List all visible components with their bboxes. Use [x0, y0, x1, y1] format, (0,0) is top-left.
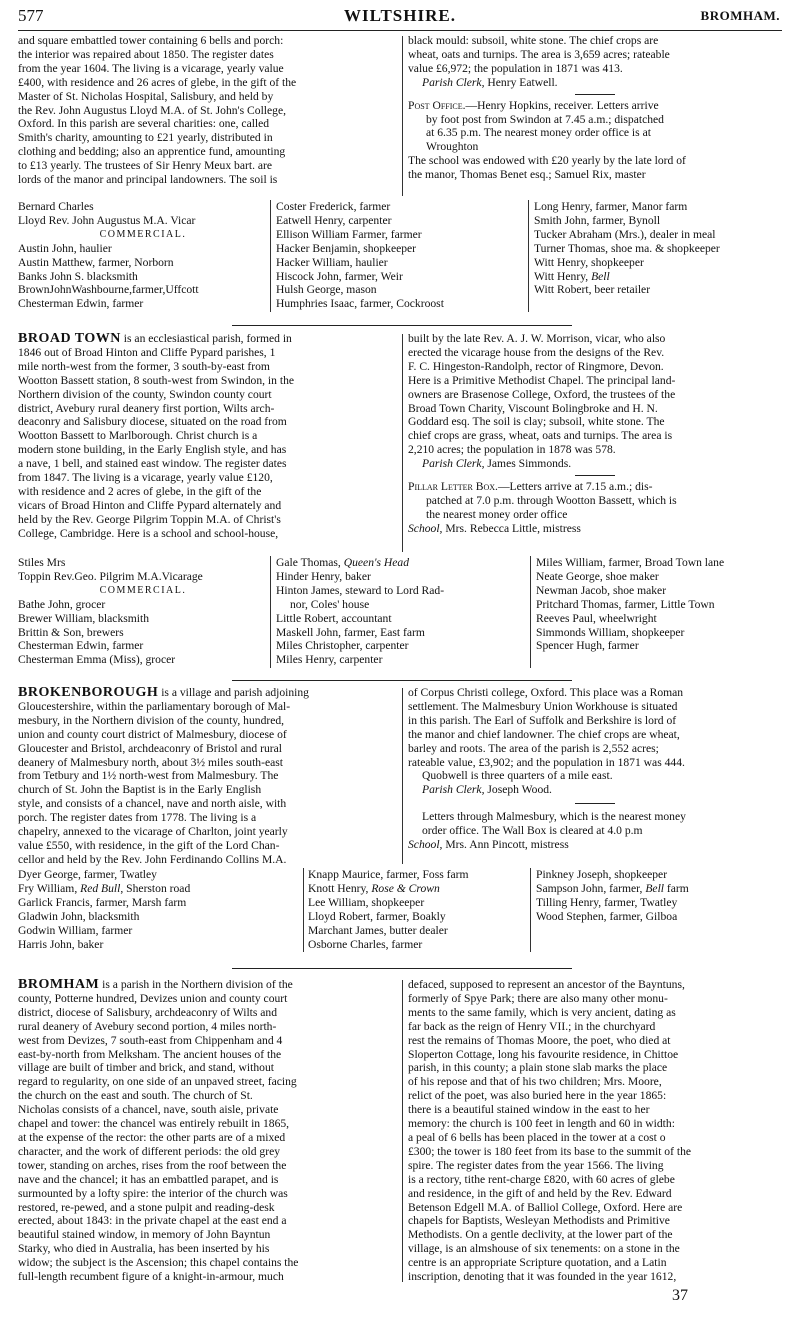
- text-line: Hiscock John, farmer, Weir: [276, 269, 403, 283]
- text-line: and residence, in the gift of and held by the Rev. Edward: [408, 1186, 672, 1200]
- text-line: and square embattled tower containing 6 bells and porch:: [18, 34, 284, 47]
- post-office-heading: Post Office.: [408, 98, 466, 112]
- brokenborough-left-column: BROKENBOROUGH is a village and parish adjoining Gloucestershire, within the parliamentary borough of Mal- mesbury, in the Northern division of the county, hundred, union and county court district of Malmesbury, diocese of Gloucester and Bristol, archdeaconry of Bristol and rural deanery of Malmesbury north, about 3½ miles south-east from Tetbury and 1½ north-west from Malmesbury. The church of St. John the Baptist is in the Early English style, and consists of a chancel, nave and north aisle, with porch. The register dates from 1778. The living is a chapelry, annexed to the vicarage of Charlton, joint yearly value £550, with residence, in the gift of the Lord Chan- cellor and held by the Rev. John Ferdinando Collins M.A.: [18, 686, 396, 867]
- text-line: the interior was repaired about 1850. The register dates: [18, 47, 274, 61]
- text-line: Toppin Rev.Geo. Pilgrim M.A.Vicarage: [18, 569, 203, 583]
- column-divider: [402, 688, 403, 864]
- text-line: settlement. The Malmesbury Union Workhouse is situated: [408, 699, 678, 713]
- text-line: mesbury, in the Northern division of the county, hundred,: [18, 713, 285, 727]
- text-line: Dyer George, farmer, Twatley: [18, 868, 157, 881]
- text-line: district, Avebury rural deanery first portion, Wilts arch-: [18, 401, 275, 415]
- text-line: church of St. John the Baptist is in the Early English: [18, 783, 262, 797]
- text-line: Newman Jacob, shoe maker: [536, 583, 667, 597]
- short-rule: [575, 803, 615, 804]
- text-line: erected the vicarage house from the designs of the Rev.: [408, 345, 665, 359]
- bremhill-right-column: [408, 34, 782, 182]
- text-line: there is a beautiful stained window in the east to her: [408, 1103, 650, 1117]
- text-line: Little Robert, accountant: [276, 611, 392, 625]
- text-line: Gale Thomas, Queen's Head: [276, 556, 409, 569]
- parish-clerk-line: Parish Clerk, Henry Eatwell.: [422, 75, 558, 89]
- text-line: chapel and tower: the chancel was entirely rebuilt in 1865,: [18, 1117, 290, 1131]
- directory-divider: [530, 556, 531, 668]
- text-line: the Rev. John Augustus Lloyd M.A. of St. John's College,: [18, 103, 286, 117]
- text-line: Northern division of the county, Swindon county court: [18, 387, 272, 401]
- text-line: deaconry and Salisbury diocese, situated on the road from: [18, 415, 287, 429]
- broad-town-directory-col2: [276, 556, 526, 667]
- county-title: WILTSHIRE.: [344, 6, 456, 25]
- section-rule: [232, 968, 572, 969]
- header-rule: [18, 30, 782, 31]
- text-line: College, Cambridge. Here is a school and school-house,: [18, 526, 279, 540]
- text-line: county, Potterne hundred, Devizes union and county court: [18, 991, 288, 1005]
- text-line: £400, with residence and 26 acres of glebe, in the gift of the: [18, 75, 297, 89]
- text-line: Sampson John, farmer, Bell farm: [536, 881, 689, 895]
- broad-town-right-column: built by the late Rev. A. J. W. Morrison, vicar, who also erected the vicarage house from the designs of the Rev. F. C. Hingeston-Randolph, rector of Ringmore, Devon. Here is a Primitive Methodist Chapel. The principal land- owners are Brasenose College, Oxford, the trustees of the Broad Town Charity, Viscount Bolingbroke and H. N. Goddard esq. The soil is clay; subsoil, white stone. The chief crops are grass, wheat, oats and turnips. The area is 2,210 acres; the population in 1878 was 578. Parish Clerk, James Simmonds. Pillar Letter Box.—Letters arrive at 7.15 a.m.; dis- patched at 7.0 p.m. through Wootton Bassett, which is the nearest money order office School, Mrs. Rebecca Little, mistress: [408, 332, 782, 536]
- text-line: Master of St. Nicholas Hospital, Salisbury, and held by: [18, 89, 274, 103]
- text-line: Hulsh George, mason: [276, 283, 377, 297]
- text-line: in this parish. The Earl of Suffolk and Berkshire is lord of: [408, 713, 677, 727]
- text-line: Knapp Maurice, farmer, Foss farm: [308, 868, 469, 881]
- text-line: vicars of Broad Hinton and Cliffe Pypard alternately and: [18, 498, 282, 512]
- text-line: Oxford. In this parish are several charities: one, called: [18, 117, 270, 131]
- text-line: Ellison William Farmer, farmer: [276, 227, 422, 241]
- text-line: Austin John, haulier: [18, 241, 112, 255]
- text-line: Bathe John, grocer: [18, 597, 106, 611]
- text-line: Hacker Benjamin, shopkeeper: [276, 241, 417, 255]
- text-line: COMMERCIAL.: [99, 584, 187, 596]
- text-line: the nearest money order office: [426, 507, 568, 521]
- text-line: character, and the work of different periods: the old grey: [18, 1144, 281, 1158]
- text-line: Spencer Hugh, farmer: [536, 639, 639, 653]
- text-line: of Corpus Christi college, Oxford. This place was a Roman: [408, 686, 684, 699]
- text-line: Miles William, farmer, Broad Town lane: [536, 556, 725, 569]
- text-line: from Tetbury and 1½ north-west from Malmesbury. The: [18, 769, 279, 783]
- brokenborough-directory-col3: [536, 868, 784, 924]
- text-line: deanery of Malmesbury north, about 3½ miles south-east: [18, 755, 283, 769]
- text-line: nor, Coles' house: [290, 597, 370, 611]
- column-divider: [402, 36, 403, 196]
- text-line: Hacker William, haulier: [276, 255, 388, 269]
- text-line: Banks John S. blacksmith: [18, 269, 138, 283]
- text-line: district, diocese of Salisbury, archdeaconry of Wilts and: [18, 1005, 278, 1019]
- broad-town-directory-col3: [536, 556, 784, 653]
- directory-divider: [270, 556, 271, 668]
- text-line: Chesterman Edwin, farmer: [18, 639, 144, 653]
- text-line: Letters through Malmesbury, which is the nearest money: [422, 810, 686, 824]
- text-line: spire. The register dates from the year 1566. The living: [408, 1158, 664, 1172]
- directory-divider: [530, 868, 531, 952]
- brokenborough-directory-col1: [18, 868, 268, 951]
- text-line: to £13 yearly. The trustees of Sir Henry Meux bart. are: [18, 159, 273, 173]
- text-line: Broad Town Charity, Viscount Bolingbroke and H. N.: [408, 401, 658, 415]
- text-line: order office. The Wall Box is cleared at 4.0 p.m: [422, 824, 643, 838]
- pillar-box-heading: Pillar Letter Box.: [408, 480, 498, 494]
- text-line: Turner Thomas, shoe ma. & shopkeeper: [534, 241, 720, 255]
- text-line: Coster Frederick, farmer: [276, 200, 391, 213]
- section-rule: [232, 680, 572, 681]
- text-line: with residence and 2 acres of glebe, in the gift of the: [18, 484, 262, 498]
- text-line: Pritchard Thomas, farmer, Little Town: [536, 597, 715, 611]
- bremhill-directory-col3: [534, 200, 784, 297]
- text-line: held by the Rev. George Pilgrim Toppin M.A. of Christ's: [18, 512, 281, 526]
- text-line: the church on the east and south. The church of St.: [18, 1089, 253, 1103]
- text-line: owners are Brasenose College, Oxford, the trustees of the: [408, 387, 676, 401]
- text-line: defaced, supposed to represent an ancestor of the Bayntuns,: [408, 978, 685, 991]
- text-line: chief crops are grass, wheat, oats and turnips. The area is: [408, 429, 673, 443]
- page-number: 577: [18, 6, 44, 25]
- bremhill-left-column: [18, 34, 396, 187]
- bremhill-directory-col2: [276, 200, 526, 311]
- section-rule: [232, 325, 572, 326]
- text-line: £300; the tower is 180 feet from its base to the summit of the: [408, 1144, 692, 1158]
- text-line: beautiful stained window, in memory of John Bayntun: [18, 1228, 271, 1242]
- text-line: centre is an appropriate Scripture quotation, and a Latin: [408, 1256, 667, 1270]
- text-line: 1846 out of Broad Hinton and Cliffe Pypard parishes, 1: [18, 345, 276, 359]
- text-line: Sloperton Cottage, long his favourite residence, in Chittoe: [408, 1047, 679, 1061]
- text-line: the manor, Thomas Benet esq.; Samuel Rix, master: [408, 168, 646, 182]
- text-line: west from Devizes, 7 south-east from Chippenham and 4: [18, 1033, 283, 1047]
- text-line: F. C. Hingeston-Randolph, rector of Ringmore, Devon.: [408, 359, 664, 373]
- text-line: wheat, oats and turnips. The area is 3,659 acres; rateable: [408, 47, 670, 61]
- text-line: Brewer William, blacksmith: [18, 611, 150, 625]
- text-line: a nave, 1 bell, and stained east window. The register dates: [18, 457, 287, 471]
- text-line: Wootton Bassett station, 8 south-west from Swindon, in the: [18, 373, 295, 387]
- text-line: modern stone building, in the Early English style, and has: [18, 443, 287, 457]
- text-line: inscription, denoting that it was founded in the year 1612,: [408, 1270, 677, 1284]
- text-line: Long Henry, farmer, Manor farm: [534, 200, 688, 213]
- text-line: value £6,972; the population in 1871 was 413.: [408, 61, 623, 75]
- broad-town-left-column: BROAD TOWN is an ecclesiastical parish, formed in 1846 out of Broad Hinton and Cliffe Pypard parishes, 1 mile north-west from the former, 3 south-by-east from Wootton Bassett station, 8 south-west from Swindon, in the Northern division of the county, Swindon county court district, Avebury rural deanery first portion, Wilts arch- deaconry and Salisbury diocese, situated on the road from Wootton Bassett to Marlborough. Christ church is a modern stone building, in the Early English style, and has a nave, 1 bell, and stained east window. The register dates from 1847. The living is a vicarage, yearly value £120, with residence and 2 acres of glebe, in the gift of the vicars of Broad Hinton and Cliffe Pypard alternately and held by the Rev. George Pilgrim Toppin M.A. of Christ's College, Cambridge. Here is a school and school-house,: [18, 332, 396, 541]
- bromham-left-column: BROMHAM is a parish in the Northern division of the county, Potterne hundred, Devizes union and county court district, diocese of Salisbury, archdeaconry of Wilts and rural deanery of Avebury second portion, 4 miles north- west from Devizes, 7 south-east from Chippenham and 4 east-by-north from Melksham. The ancient houses of the village are built of timber and brick, and stand, without regard to regularity, on one side of an unpaved street, facing the church on the east and south. The church of St. Nicholas consists of a chancel, nave, south aisle, private chapel and tower: the chancel was entirely rebuilt in 1865, at the expense of the rector: the other parts are of a mixed character, and the work of different periods: the old grey tower, standing on arches, rises from the roof between the nave and the chancel; it has an embattled parapet, and is surmounted by a lofty spire: the interior of the church was restored, re-pewed, and a stone pulpit and reading-desk erected, about 1843: in the private chapel at the east end a beautiful stained window, in memory of John Bayntun Starky, who died in Australia, has been inserted by his widow; the subject is the Ascension; this chapel contains the full-length recumbent figure of a knight-in-armour, much: [18, 978, 396, 1284]
- text-line: restored, re-pewed, and a stone pulpit and reading-desk: [18, 1200, 275, 1214]
- text-line: memory: the church is 100 feet in length and 60 in width:: [408, 1117, 675, 1131]
- text-line: Miles Henry, carpenter: [276, 653, 383, 667]
- text-line: Witt Robert, beer retailer: [534, 283, 651, 297]
- text-line: Simmonds William, shopkeeper: [536, 625, 685, 639]
- text-line: parish, in this county; a plain stone slab marks the place: [408, 1061, 668, 1075]
- text-line: Smith John, farmer, Bynoll: [534, 213, 661, 227]
- text-line: from the year 1604. The living is a vicarage, yearly value: [18, 61, 284, 75]
- text-line: Witt Henry, Bell: [534, 269, 610, 283]
- text-line: Lloyd Robert, farmer, Boakly: [308, 909, 446, 923]
- school-text: [408, 154, 782, 182]
- text-line: regard to regularity, on one side of an unpaved street, facing: [18, 1075, 297, 1089]
- text-line: rateable value, £3,902; and the population in 1871 was 444.: [408, 755, 685, 769]
- text-line: 2,210 acres; the population in 1878 was 578.: [408, 443, 616, 457]
- text-line: at 6.35 p.m. The nearest money order office is at: [426, 126, 651, 140]
- text-line: value £550, with residence, in the gift of the Lord Chan-: [18, 838, 280, 852]
- text-line: Chesterman Edwin, farmer: [18, 297, 144, 311]
- bromham-heading: BROMHAM: [18, 977, 100, 992]
- quobwell-note: Quobwell is three quarters of a mile east.: [422, 769, 613, 783]
- column-divider: [402, 980, 403, 1282]
- text-line: Harris John, baker: [18, 937, 104, 951]
- signature-mark: 37: [672, 1287, 688, 1304]
- text-line: Miles Christopher, carpenter: [276, 639, 409, 653]
- text-line: Betenson Edgell M.A. of Balliol College, Oxford. Here are: [408, 1200, 683, 1214]
- text-line: village, is an almshouse of six tenements: on a stone in the: [408, 1242, 680, 1256]
- text-line: Reeves Paul, wheelwright: [536, 611, 657, 625]
- text-line: Witt Henry, shopkeeper: [534, 255, 644, 269]
- column-divider: [402, 334, 403, 552]
- bromham-right-column: [408, 978, 782, 1284]
- text-line: Chesterman Emma (Miss), grocer: [18, 653, 176, 667]
- text-line: mile north-west from the former, 3 south-by-east from: [18, 359, 270, 373]
- text-line: Gloucestershire, within the parliamentary borough of Mal-: [18, 699, 291, 713]
- text-line: patched at 7.0 p.m. through Wootton Bassett, which is: [426, 493, 677, 507]
- place-heading: BROMHAM.: [700, 8, 780, 23]
- text-line: porch. The register dates from 1778. The living is a: [18, 811, 257, 825]
- text-line: chapels for Baptists, Wesleyan Methodists and Primitive: [408, 1214, 670, 1228]
- text-line: Godwin William, farmer: [18, 923, 133, 937]
- bremhill-right-text: [408, 34, 782, 76]
- text-line: full-length recumbent figure of a knight-in-armour, much: [18, 1270, 284, 1284]
- text-line: Tilling Henry, farmer, Twatley: [536, 895, 678, 909]
- brokenborough-right-column: of Corpus Christi college, Oxford. This place was a Roman settlement. The Malmesbury Union Workhouse is situated in this parish. The Earl of Suffolk and Berkshire is lord of the manor and chief landowner. The chief crops are wheat, barley and roots. The area of the parish is 2,552 acres; rateable value, £3,902; and the population in 1871 was 444. Quobwell is three quarters of a mile east. Parish Clerk, Joseph Wood. Letters through Malmesbury, which is the nearest money order office. The Wall Box is cleared at 4.0 p.m School, Mrs. Ann Pincott, mistress: [408, 686, 782, 852]
- text-line: built by the late Rev. A. J. W. Morrison, vicar, who also: [408, 332, 666, 345]
- text-line: Wroughton: [426, 140, 479, 154]
- text-line: formerly of Spye Park; there are also many other monu-: [408, 991, 668, 1005]
- short-rule: [575, 475, 615, 476]
- text-line: Neate George, shoe maker: [536, 569, 659, 583]
- letters-text: [408, 810, 782, 838]
- text-line: rest the remains of Thomas Moore, the poet, who died at: [408, 1033, 671, 1047]
- broad-town-heading: BROAD TOWN: [18, 331, 121, 346]
- text-line: Stiles Mrs: [18, 556, 66, 569]
- text-line: Gloucester and Bristol, archdeaconry of Bristol and rural: [18, 741, 282, 755]
- text-line: ments to the same family, which is very ancient, dating as: [408, 1005, 676, 1019]
- text-line: east-by-north from Melksham. The ancient houses of the: [18, 1047, 282, 1061]
- text-line: Wootton Bassett to Marlborough. Christ church is a: [18, 429, 258, 443]
- text-line: Here is a Primitive Methodist Chapel. The principal land-: [408, 373, 676, 387]
- text-line: Brittin & Son, brewers: [18, 625, 124, 639]
- text-line: Bernard Charles: [18, 200, 94, 213]
- text-line: surmounted by a lofty spire: the interior of the church was: [18, 1186, 288, 1200]
- text-line: cellor and held by the Rev. John Ferdinando Collins M.A.: [18, 852, 287, 866]
- directory-divider: [528, 200, 529, 312]
- text-line: COMMERCIAL.: [99, 228, 187, 240]
- text-line: clothing and bedding; also an apprentice fund, amounting: [18, 145, 286, 159]
- text-line: The school was endowed with £20 yearly by the late lord of: [408, 154, 686, 168]
- text-line: tower, standing on arches, rises from the roof between the: [18, 1158, 287, 1172]
- text-line: barley and roots. The area of the parish is 2,552 acres;: [408, 741, 659, 755]
- text-line: erected, about 1843: in the private chapel at the east end a: [18, 1214, 287, 1228]
- short-rule: [575, 94, 615, 95]
- text-line: Hinton James, steward to Lord Rad-: [276, 583, 445, 597]
- directory-divider: [303, 868, 304, 952]
- text-line: nave and the chancel; it has an embattled parapet, and is: [18, 1172, 279, 1186]
- text-line: Austin Matthew, farmer, Norborn: [18, 255, 174, 269]
- text-line: by foot post from Swindon at 7.45 a.m.; dispatched: [426, 112, 664, 126]
- text-line: Fry William, Red Bull, Sherston road: [18, 881, 191, 895]
- text-line: Pinkney Joseph, shopkeeper: [536, 868, 668, 881]
- parish-clerk-line: Parish Clerk, James Simmonds.: [422, 457, 572, 471]
- bremhill-directory-col1: [18, 200, 268, 311]
- text-line: Lloyd Rev. John Augustus M.A. Vicar: [18, 213, 196, 227]
- text-line: widow; the subject is the Ascension; this chapel contains the: [18, 1256, 299, 1270]
- text-line: Eatwell Henry, carpenter: [276, 213, 392, 227]
- text-line: Nicholas consists of a chancel, nave, south aisle, private: [18, 1103, 279, 1117]
- text-line: style, and consists of a chancel, nave and north aisle, with: [18, 797, 287, 811]
- text-line: union and county court district of Malmesbury, diocese of: [18, 727, 287, 741]
- text-line: BrownJohnWashbourne,farmer,Uffcott: [18, 283, 199, 297]
- text-line: the manor and chief landowner. The chief crops are wheat,: [408, 727, 680, 741]
- brokenborough-directory-col2: [308, 868, 530, 951]
- text-line: of his repose and that of his two children; Mrs. Moore,: [408, 1075, 662, 1089]
- text-line: Garlick Francis, farmer, Marsh farm: [18, 895, 187, 909]
- text-line: Maskell John, farmer, East farm: [276, 625, 425, 639]
- text-line: rural deanery of Avebury second portion, 4 miles north-: [18, 1019, 277, 1033]
- text-line: Goddard esq. The soil is clay; subsoil, white stone. The: [408, 415, 665, 429]
- bremhill-left-text: [18, 34, 396, 187]
- text-line: Knott Henry, Rose & Crown: [308, 881, 440, 895]
- text-line: Starky, who died in Australia, has been inserted by his: [18, 1242, 270, 1256]
- text-line: Gladwin John, blacksmith: [18, 909, 140, 923]
- text-line: village are built of timber and brick, and stand, without: [18, 1061, 274, 1075]
- text-line: Hinder Henry, baker: [276, 569, 371, 583]
- text-line: lords of the manor and principal landowners. The soil is: [18, 173, 278, 187]
- post-office-block: [408, 99, 782, 155]
- text-line: chapelry, annexed to the vicarage of Charlton, joint yearly: [18, 825, 288, 839]
- text-line: —Letters arrive at 7.15 a.m.; dis-: [497, 480, 653, 494]
- text-line: is a rectory, tithe rent-charge £820, with 60 acres of glebe: [408, 1172, 675, 1186]
- text-line: from 1847. The living is a vicarage, yearly value £120,: [18, 471, 273, 485]
- text-line: relict of the poet, was also buried here in the year 1865:: [408, 1089, 667, 1103]
- text-line: Tucker Abraham (Mrs.), dealer in meal: [534, 227, 716, 241]
- text-line: black mould: subsoil, white stone. The chief crops are: [408, 34, 659, 47]
- text-line: Smith's charity, amounting to £21 yearly, distributed in: [18, 131, 273, 145]
- text-line: Marchant James, butter dealer: [308, 923, 448, 937]
- directory-divider: [270, 200, 271, 312]
- text-line: far back as the reign of Henry VII.; in the churchyard: [408, 1019, 656, 1033]
- broad-town-directory-col1: [18, 556, 268, 667]
- brokenborough-heading: BROKENBOROUGH: [18, 685, 159, 700]
- text-line: Wood Stephen, farmer, Gilboa: [536, 909, 678, 923]
- text-line: Lee William, shopkeeper: [308, 895, 425, 909]
- text-line: —Henry Hopkins, receiver. Letters arrive: [465, 98, 659, 112]
- text-line: Methodists. On a gentle declivity, at the lower part of the: [408, 1228, 673, 1242]
- text-line: Osborne Charles, farmer: [308, 937, 423, 951]
- parish-clerk-line: Parish Clerk, Joseph Wood.: [422, 783, 552, 797]
- text-line: a peal of 6 bells has been placed in the tower at a cost o: [408, 1130, 666, 1144]
- text-line: Humphries Isaac, farmer, Cockroost: [276, 297, 444, 311]
- text-line: at the expense of the rector: the other parts are of a mixed: [18, 1130, 286, 1144]
